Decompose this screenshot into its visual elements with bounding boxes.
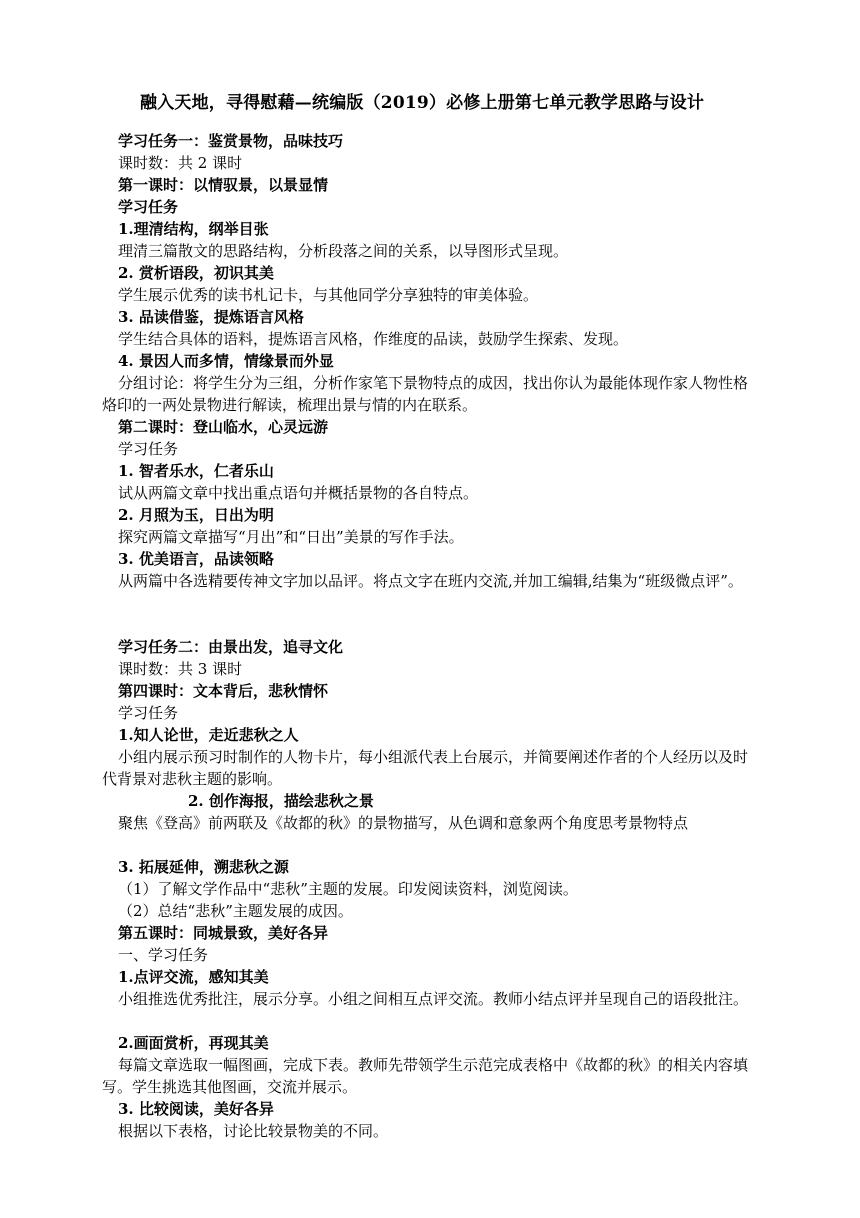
task2-heading: 学习任务二：由景出发，追寻文化 <box>118 638 344 656</box>
lesson2-item2-text: 探究两篇文章描写“月出”和“日出”美景的写作手法。 <box>118 528 464 546</box>
lesson1-item3-text: 学生结合具体的语料，提炼语言风格，作维度的品读，鼓励学生探索、发现。 <box>118 330 629 348</box>
lesson5-tasks-label: 一、学习任务 <box>118 946 209 964</box>
lesson5-item3-text: 根据以下表格，讨论比较景物美的不同。 <box>118 1122 389 1140</box>
lesson5-item1-text: 小组推选优秀批注，展示分享。小组之间相互点评交流。教师小结点评并呈现自己的语段批注。 <box>118 990 749 1008</box>
task2-hours: 课时数：共 3 课时 <box>118 660 243 678</box>
lesson4-item1-title: 1.知人论世，走近悲秋之人 <box>118 726 299 744</box>
lesson5-item1-title: 1.点评交流，感知其美 <box>118 968 269 986</box>
lesson1-heading: 第一课时：以情驭景，以景显情 <box>118 176 329 194</box>
lesson2-item1-title: 1. 智者乐水，仁者乐山 <box>118 462 274 480</box>
lesson2-tasks-label: 学习任务 <box>118 440 179 458</box>
lesson1-tasks-label: 学习任务 <box>118 198 179 216</box>
lesson5-heading: 第五课时：同城景致，美好各异 <box>118 924 329 942</box>
lesson4-tasks-label: 学习任务 <box>118 704 179 722</box>
lesson2-item2-title: 2. 月照为玉，日出为明 <box>118 506 274 524</box>
lesson2-item3-title: 3. 优美语言，品读领略 <box>118 550 274 568</box>
lesson4-item3-title: 3. 拓展延伸，溯悲秋之源 <box>118 858 289 876</box>
lesson4-item1-text: 小组内展示预习时制作的人物卡片，每小组派代表上台展示，并简要阐述作者的个人经历以及时代背景对悲秋主题的影响。 <box>102 748 749 788</box>
lesson4-item3-sub2: （2）总结“悲秋”主题发展的成因。 <box>118 902 353 920</box>
lesson5-item2-title: 2.画面赏析，再现其美 <box>118 1034 269 1052</box>
lesson4-item2-text: 聚焦《登高》前两联及《故都的秋》的景物描写，从色调和意象两个角度思考景物特点 <box>118 814 689 832</box>
lesson1-item3-title: 3. 品读借鉴，提炼语言风格 <box>118 308 304 326</box>
lesson1-item2-text: 学生展示优秀的读书札记卡，与其他同学分享独特的审美体验。 <box>118 286 539 304</box>
lesson5-item3-title: 3. 比较阅读，美好各异 <box>118 1100 274 1118</box>
lesson4-item3-sub1: （1）了解文学作品中“悲秋”主题的发展。印发阅读资料，浏览阅读。 <box>118 880 578 898</box>
lesson5-item2-text: 每篇文章选取一幅图画，完成下表。教师先带领学生示范完成表格中《故都的秋》的相关内容填写。学生挑选其他图画，交流并展示。 <box>102 1056 749 1096</box>
lesson1-item1-text: 理清三篇散文的思路结构，分析段落之间的关系，以导图形式呈现。 <box>118 242 569 260</box>
lesson1-item2-title: 2. 赏析语段，初识其美 <box>118 264 274 282</box>
lesson4-item2-title: 2. 创作海报，描绘悲秋之景 <box>188 792 374 810</box>
task1-heading: 学习任务一：鉴赏景物，品味技巧 <box>118 132 344 150</box>
lesson2-item1-text: 试从两篇文章中找出重点语句并概括景物的各自特点。 <box>118 484 479 502</box>
lesson2-item3-text: 从两篇中各选精要传神文字加以品评。将点文字在班内交流,并加工编辑,结集为“班级微点评”。 <box>118 572 743 590</box>
lesson1-item1-title: 1.理清结构，纲举目张 <box>118 220 269 238</box>
task1-hours: 课时数：共 2 课时 <box>118 154 243 172</box>
lesson1-item4-text: 分组讨论：将学生分为三组，分析作家笔下景物特点的成因，找出你认为最能体现作家人物性格烙印的一两处景物进行解读，梳理出景与情的内在联系。 <box>102 374 749 414</box>
lesson4-heading: 第四课时：文本背后，悲秋情怀 <box>118 682 329 700</box>
page-title: 融入天地，寻得慰藉—统编版（2019）必修上册第七单元教学思路与设计 <box>140 93 705 113</box>
lesson2-heading: 第二课时：登山临水，心灵远游 <box>118 418 329 436</box>
lesson1-item4-title: 4. 景因人而多情，情缘景而外显 <box>118 352 334 370</box>
